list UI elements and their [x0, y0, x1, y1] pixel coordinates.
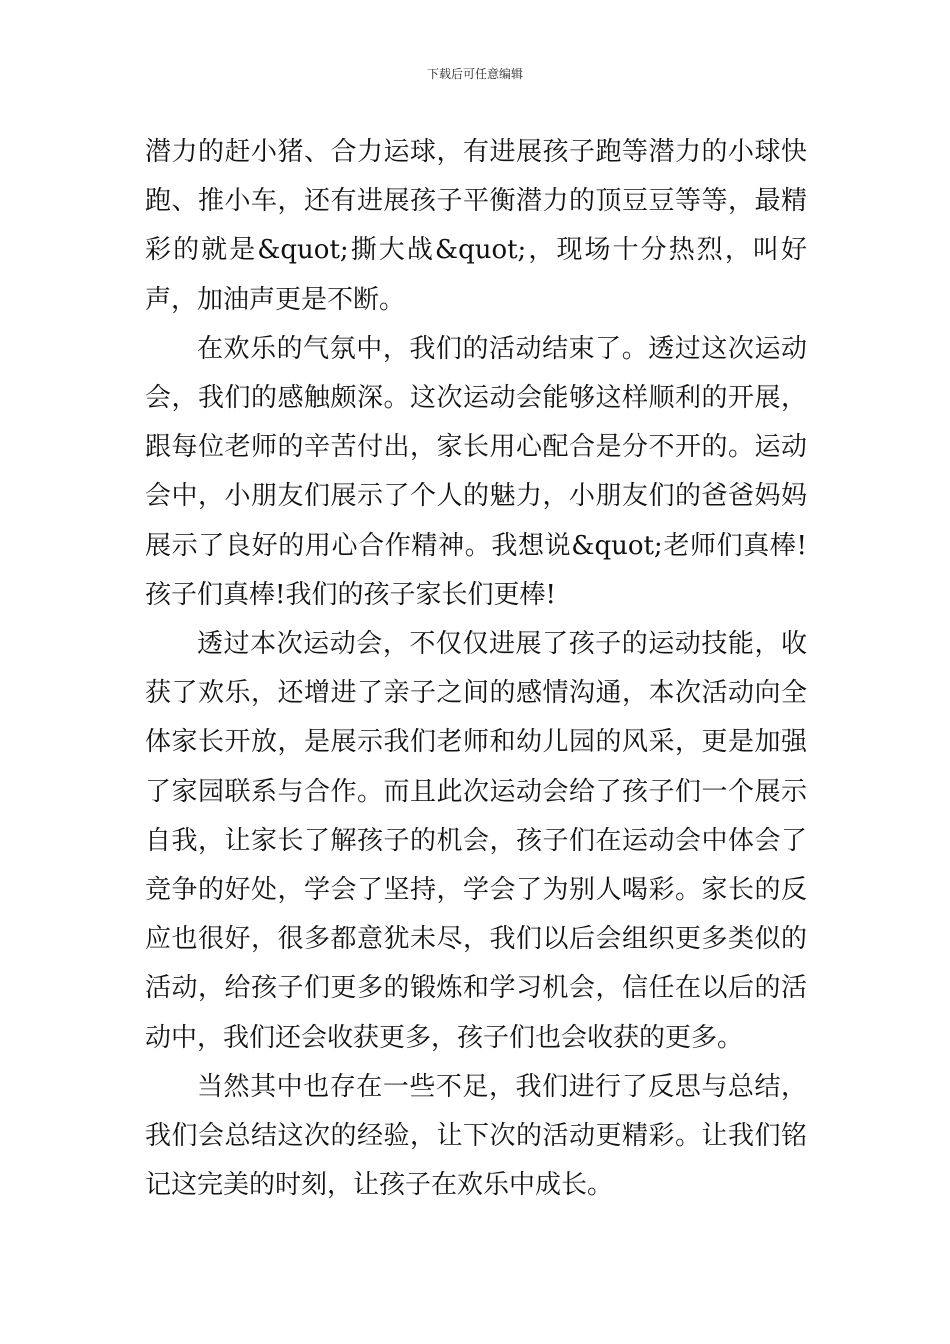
document-body	[145, 128, 807, 1210]
page-header: 下载后可任意编辑	[426, 67, 523, 81]
paragraph: 当然其中也存在一些不足，我们进行了反思与总结，我们会总结这次的经验，让下次的活动更精彩。让我们铭记这完美的时刻，让孩子在欢乐中成长。	[145, 1071, 807, 1201]
paragraph: 透过本次运动会，不仅仅进展了孩子的运动技能，收获了欢乐，还增进了亲子之间的感情沟通，本次活动向全体家长开放，是展示我们老师和幼儿园的风采，更是加强了家园联系与合作。而且此次运动会给了孩子们一个展示自我，让家长了解孩子的机会，孩子们在运动会中体会了竞争的好处，学会了坚持，学会了为别人喝彩。家长的反应也很好，很多都意犹未尽，我们以后会组织更多类似的活动，给孩子们更多的锻炼和学习机会，信任在以后的活动中，我们还会收获更多，孩子们也会收获的更多。	[145, 629, 807, 1053]
paragraph: 在欢乐的气氛中，我们的活动结束了。透过这次运动会，我们的感触颇深。这次运动会能够这样顺利的开展，跟每位老师的辛苦付出，家长用心配合是分不开的。运动会中，小朋友们展示了个人的魅力，小朋友们的爸爸妈妈展示了良好的用心合作精神。我想说&quot;老师们真棒!孩子们真棒!我们的孩子家长们更棒!	[145, 333, 807, 610]
paragraph-continued: 潜力的赶小猪、合力运球，有进展孩子跑等潜力的小球快跑、推小车，还有进展孩子平衡潜力的顶豆豆等等，最精彩的就是&quot;撕大战&quot;，现场十分热烈，叫好声，加油声更是不断。	[145, 137, 807, 315]
